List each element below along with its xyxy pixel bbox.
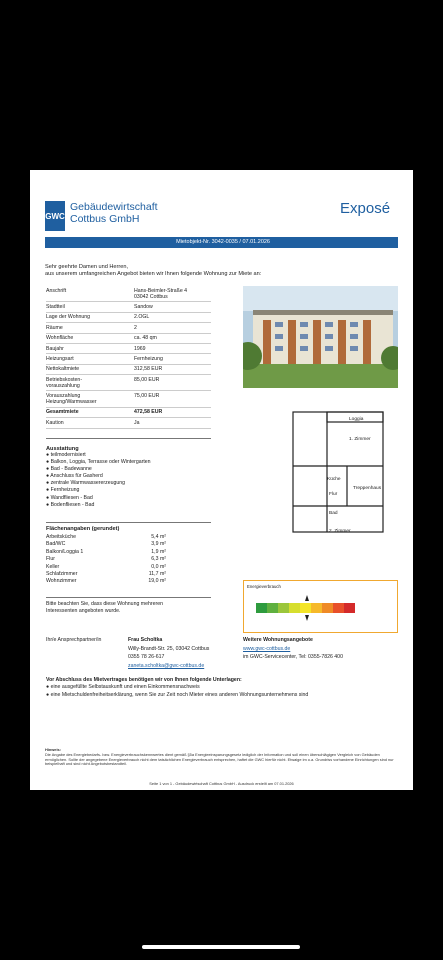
area-value: 3,9 m² [151, 541, 166, 548]
info-label: Nettokaltmiete [46, 366, 80, 373]
contact-email-link[interactable]: zaneta.scholtka@gwc-cottbus.de [128, 662, 205, 669]
info-value: Sandow [134, 304, 153, 311]
more-offers: Weitere Wohnungsangebote www.gwc-cottbus.de im GWC-Servicecenter, Tel: 0355-7826 400 [243, 637, 343, 661]
contact-label: Ihr/e Ansprechpartner/in [46, 637, 102, 643]
plan-label-room2: 2. Zimmer [329, 529, 351, 534]
required-documents: Vor Abschluss des Mietvertrages benötigen wir von Ihnen folgende Unterlagen: ● eine ausgefüllte Selbstauskunft und einen Einkommensnachweis ● eine Mietschuldenfreiheitserklärung, wenn Sie zur Zeit noch Mieter eines anderen Wohnungsunternehmens sind [46, 677, 309, 698]
info-value: Fernheizung [134, 355, 163, 362]
info-value: 2.OGL [134, 314, 150, 321]
info-row [46, 408, 211, 418]
equipment-item: ● Bodenfliesen - Bad [46, 501, 95, 508]
area-value: 6,3 m² [151, 556, 166, 563]
info-value: 85,00 EUR [134, 376, 160, 383]
info-row [46, 375, 211, 391]
info-label: Betriebskosten- vorauszahlung [46, 376, 83, 389]
expose-document [30, 170, 413, 790]
info-row [46, 418, 211, 428]
page-footer: Seite 1 von 1 - Gebäudewirtschaft Cottbus GmbH - Ausdruck erstellt am 07.01.2026 [149, 781, 294, 786]
home-indicator[interactable] [142, 945, 300, 949]
contact-person: Frau Scholtka Willy-Brandt-Str. 25, 03042 Cottbus 0355 78 26-617 zaneta.scholtka@gwc-cottbus.de [128, 637, 210, 669]
area-name: Bad/WC [46, 541, 66, 548]
area-name: Flur [46, 556, 55, 563]
equipment-item: ● Balkon, Loggia, Terrasse oder Wintergarten [46, 459, 151, 466]
info-label: Kaution [46, 419, 64, 426]
info-label: Lage der Wohnung [46, 314, 91, 321]
apartment-info-table [46, 286, 211, 429]
area-value: 11,7 m² [148, 571, 166, 578]
area-row [46, 578, 166, 585]
floor-plan [275, 396, 405, 572]
info-value: 1969 [134, 345, 146, 352]
info-row [46, 286, 211, 302]
area-name: Keller [46, 563, 60, 570]
plan-label-stairwell: Treppenhaus [353, 486, 382, 491]
info-row [46, 344, 211, 354]
info-value: Ja [134, 419, 140, 426]
greeting: Sehr geehrte Damen und Herren, aus unserem umfangreichen Angebot bieten wir Ihnen folgende Wohnung zur Miete an: [45, 264, 262, 277]
equipment-heading: Ausstattung [46, 446, 79, 452]
info-value: 75,00 EUR [134, 393, 160, 400]
area-name: Arbeitsküche [46, 534, 76, 540]
info-row [46, 323, 211, 333]
equipment-item: ● zentrale Warmwassererzeugung [46, 480, 126, 487]
area-value: 19,0 m² [148, 578, 166, 585]
equipment-item: ● Anschluss für Gasherd [46, 473, 103, 480]
object-number-bar: Mietobjekt-Nr. 3042-0035 / 07.01.2026 [45, 237, 398, 248]
document-title: Exposé [340, 200, 391, 217]
plan-label-bath: Bad [329, 511, 338, 516]
area-list [46, 534, 166, 586]
equipment-list [46, 452, 151, 509]
energy-heading: Energieverbrauch [247, 584, 281, 589]
info-row [46, 354, 211, 364]
area-row [46, 571, 166, 578]
area-row [46, 549, 166, 556]
area-name: Balkon/Loggia 1 [46, 548, 84, 555]
info-row [46, 302, 211, 312]
info-value: 472,58 EUR [134, 409, 163, 416]
info-label: Vorauszahlung Heizung/Warmwasser [46, 393, 97, 406]
divider [46, 438, 211, 439]
info-value: Hans-Beimler-Straße 4 03042 Cottbus [134, 287, 188, 300]
area-value: 0,0 m² [151, 563, 166, 570]
disclaimer: Hinweis: Die Angabe des Energiebedarfs- bzw. Energieverbrauchskennwertes dient gemäß §5a Energieeinsparungsgesetz lediglich der Information und soll einen überschlägigen Vergleich von Gebäuden ermöglichen. Sollte der angegebene Energieverbrauch nicht dem tatsächlichen Energieverbrauch entsprechen, haftet die GWC hierfür nicht. Etwaige im o.a. Grundriss vorhandene Einrichtungen sind nur beispielhaft und sind nicht Angebotsbestandteil. [45, 747, 394, 767]
info-label: Heizungsart [46, 355, 74, 362]
info-row [46, 313, 211, 323]
plan-label-room1: 1. Zimmer [349, 437, 371, 442]
svg-text:GWC: GWC [45, 212, 65, 221]
company-logo [45, 201, 65, 231]
interest-note: Bitte beachten Sie, dass diese Wohnung mehreren Interessenten angeboten wurde. [46, 601, 163, 614]
plan-label-loggia: Loggia [349, 417, 364, 422]
area-row [46, 564, 166, 571]
website-link[interactable]: www.gwc-cottbus.de [243, 645, 291, 652]
area-row [46, 556, 166, 563]
equipment-item: ● Fernheizung [46, 487, 80, 494]
info-label: Stadtteil [46, 304, 65, 311]
info-label: Gesamtmiete [46, 409, 79, 416]
info-value: 312,58 EUR [134, 366, 163, 373]
divider [46, 597, 211, 598]
company-name: Gebäudewirtschaft Cottbus GmbH [70, 201, 158, 225]
info-row [46, 391, 211, 407]
plan-label-kitchen: Küche [327, 477, 341, 482]
equipment-item: ● teilmodernisiert [46, 452, 86, 458]
info-row [46, 365, 211, 375]
info-value: ca. 48 qm [134, 335, 157, 342]
area-value: 1,9 m² [151, 548, 166, 555]
info-label: Wohnfläche [46, 335, 74, 342]
divider [46, 522, 211, 523]
area-row [46, 541, 166, 548]
area-name: Wohnzimmer [46, 578, 77, 585]
area-value: 5,4 m² [151, 534, 166, 540]
info-label: Baujahr [46, 345, 64, 352]
info-label: Anschrift [46, 287, 67, 294]
info-value: 2 [134, 324, 137, 331]
area-name: Schlafzimmer [46, 571, 78, 578]
info-row [46, 334, 211, 344]
energy-certificate [243, 580, 398, 633]
equipment-item: ● Wandfliesen - Bad [46, 494, 93, 501]
plan-label-hall: Flur [329, 492, 338, 497]
info-label: Räume [46, 324, 63, 331]
equipment-item: ● Bad - Badewanne [46, 466, 92, 473]
building-photo [243, 286, 398, 388]
area-row [46, 534, 166, 541]
area-heading: Flächenangaben (gerundet) [46, 526, 120, 532]
